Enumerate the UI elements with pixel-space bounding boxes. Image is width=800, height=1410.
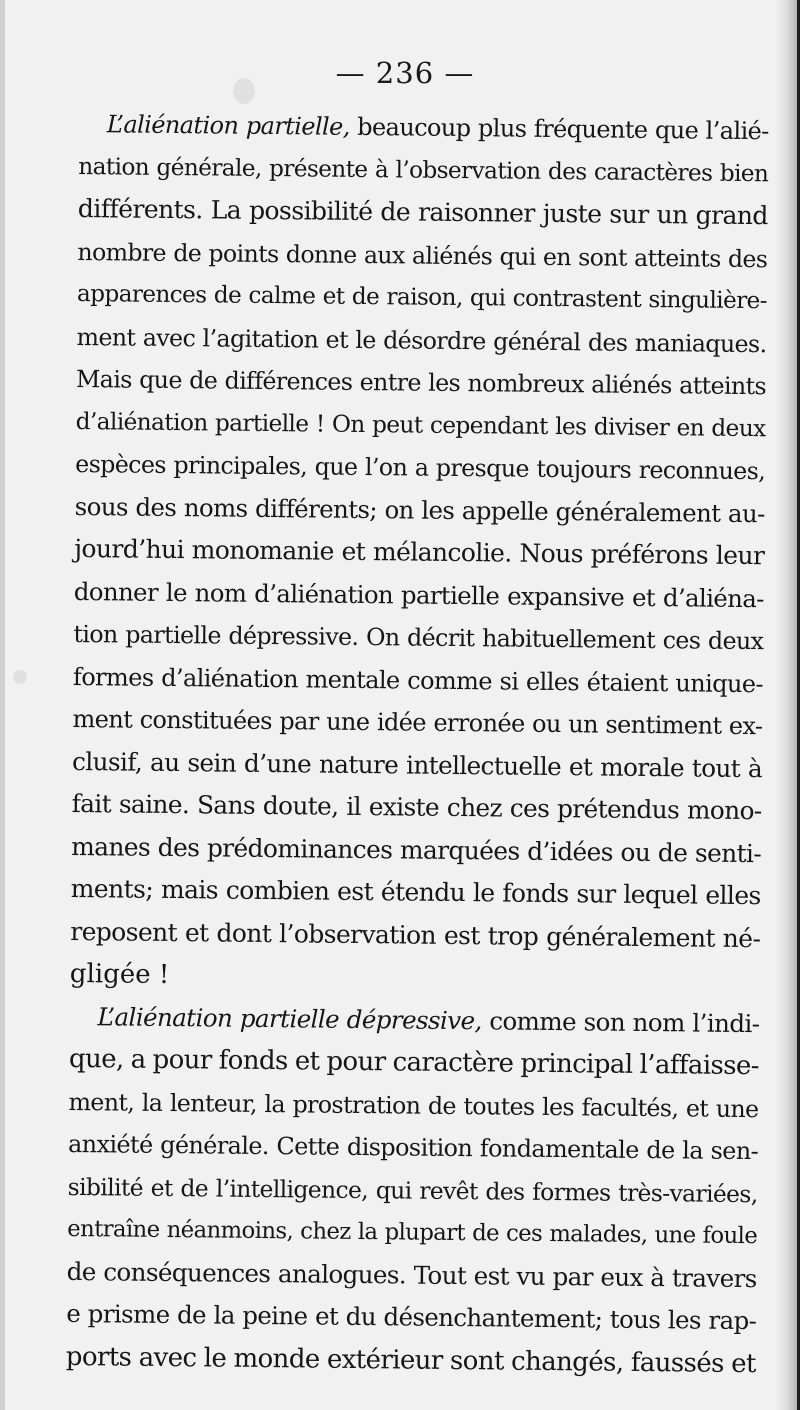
text-line: fait saine. Sans doute, il existe chez ces prétendus mono- [71, 788, 762, 826]
text-line: jourd’hui monomanie et mélancolie. Nous préférons leur [74, 533, 765, 571]
text-line: ment avec l’agitation et le désordre général des maniaques. [76, 322, 767, 358]
text-line: formes d’aliénation mentale comme si elles étaient unique- [72, 662, 764, 698]
text-line: entraîne néanmoins, chez la plupart de ces malades, une foule [67, 1215, 758, 1250]
line-text: beaucoup plus fréquente que l’alié- [349, 112, 769, 146]
text-line: ports avec le monde extérieur sont changés, faussés et [65, 1341, 756, 1379]
text-line: espèces principales, que l’on a presque toujours reconnues, [75, 449, 766, 486]
line-text: comme son nom l’indi- [481, 1005, 760, 1038]
page-edge-shadow [775, 0, 797, 1410]
body-text [66, 103, 769, 1385]
text-line: apparences de calme et de raison, qui contrastent singulière- [76, 279, 768, 315]
text-line: sibilité et de l’intelligence, qui revêt des formes très-variées, [67, 1172, 758, 1208]
text-line: donner le nom d’aliénation partielle expansive et d’aliéna- [73, 576, 765, 613]
text-line: nation générale, présente à l’observation des caractères bien [78, 152, 769, 187]
text-line: Mais que de différences entre les nombreux aliénés atteints [75, 364, 767, 401]
text-line: différents. La possibilité de raisonner juste sur un grand [77, 193, 769, 231]
text-line [79, 103, 769, 153]
text-line: clusif, au sein d’une nature intellectuelle et morale tout à [71, 746, 763, 783]
text-line: manes des prédominances marquées d’idées ou de senti- [71, 831, 762, 868]
page-number: — 236 — [335, 56, 475, 90]
text-line: que, a pour fonds et pour caractère principal l’affaisse- [68, 1043, 760, 1082]
text-line: nombre de points donne aux aliénés qui en sont atteints des [77, 237, 768, 273]
text-line: e prisme de la peine et du désenchantement; tous les rap- [66, 1298, 757, 1336]
italic-term: L’aliénation partielle, [106, 110, 350, 141]
text-line: ment constituées par une idée erronée ou un sentiment ex- [72, 704, 763, 741]
italic-term: L’aliénation partielle dépressive, [97, 1001, 482, 1035]
text-line: reposent et dont l’observation est trop généralement né- [70, 916, 761, 953]
text-line: gligée ! [69, 958, 170, 990]
ink-smudge [13, 670, 27, 684]
text-line: d’aliénation partielle ! On peut cependant les diviser en deux [75, 407, 766, 442]
text-line: ment, la lenteur, la prostration de toutes les facultés, et une [68, 1087, 759, 1123]
text-line: anxiété générale. Cette disposition fondamentale de la sen- [67, 1129, 759, 1166]
text-line: tion partielle dépressive. On décrit habituellement ces deux [73, 619, 764, 656]
text-line: sous des noms différents; on les appelle généralement au- [74, 491, 765, 528]
text-line [69, 995, 759, 1045]
text-line: de conséquences analogues. Tout est vu par eux à travers [66, 1256, 757, 1293]
text-line: ments; mais combien est étendu le fonds sur lequel elles [70, 873, 761, 911]
